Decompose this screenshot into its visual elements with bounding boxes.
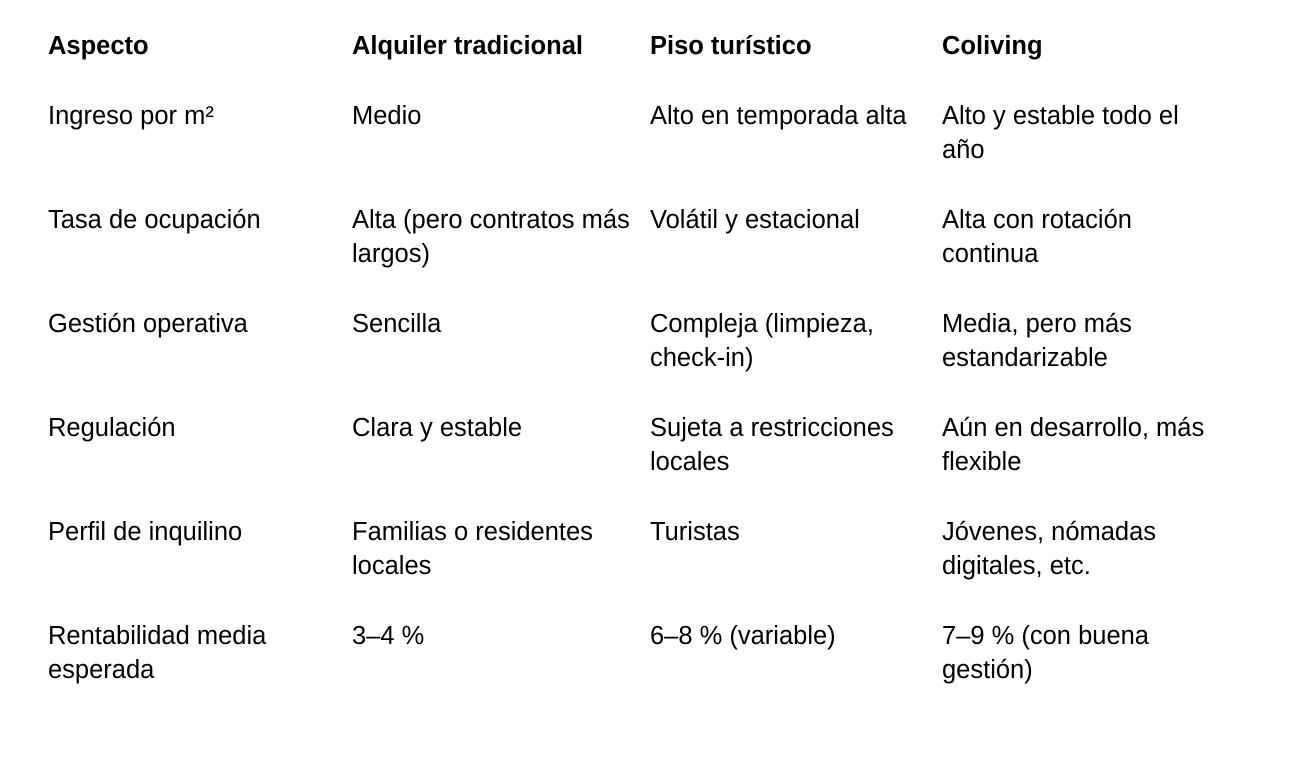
row-perfil-tradicional: Familias o residentes locales	[352, 518, 593, 580]
row-rentabilidad-tradicional: 3–4 %	[352, 622, 425, 650]
row-perfil-label: Perfil de inquilino	[48, 518, 243, 546]
row-rentabilidad-label: Rentabilidad media esperada	[48, 622, 267, 684]
row-regulacion-tradicional: Clara y estable	[352, 414, 523, 442]
row-regulacion-coliving: Aún en desarrollo, más flexible	[942, 414, 1205, 476]
row-gestion-turistico: Compleja (limpieza, check-in)	[650, 310, 874, 372]
row-ocupacion-tradicional: Alta (pero contratos más largos)	[352, 206, 630, 268]
row-regulacion-turistico: Sujeta a restricciones locales	[650, 414, 894, 476]
header-alquiler-tradicional: Alquiler tradicional	[352, 32, 583, 60]
header-coliving: Coliving	[942, 32, 1043, 60]
header-aspecto: Aspecto	[48, 32, 149, 60]
row-ocupacion-label: Tasa de ocupación	[48, 206, 261, 234]
row-ingreso-label: Ingreso por m²	[48, 102, 214, 130]
row-rentabilidad-coliving: 7–9 % (con buena gestión)	[942, 622, 1149, 684]
comparison-table	[48, 29, 1232, 723]
row-perfil-coliving: Jóvenes, nómadas digitales, etc.	[942, 518, 1157, 580]
row-ingreso-tradicional: Medio	[352, 102, 422, 130]
row-ocupacion-turistico: Volátil y estacional	[650, 206, 860, 234]
header-piso-turistico: Piso turístico	[650, 32, 812, 60]
row-perfil-turistico: Turistas	[650, 518, 740, 546]
row-ingreso-coliving: Alto y estable todo el año	[942, 102, 1179, 164]
row-gestion-tradicional: Sencilla	[352, 310, 442, 338]
row-gestion-coliving: Media, pero más estandarizable	[942, 310, 1132, 372]
row-gestion-label: Gestión operativa	[48, 310, 248, 338]
row-ingreso-turistico: Alto en temporada alta	[650, 102, 907, 130]
row-ocupacion-coliving: Alta con rotación continua	[942, 206, 1132, 268]
row-regulacion-label: Regulación	[48, 414, 176, 442]
row-rentabilidad-turistico: 6–8 % (variable)	[650, 622, 836, 650]
